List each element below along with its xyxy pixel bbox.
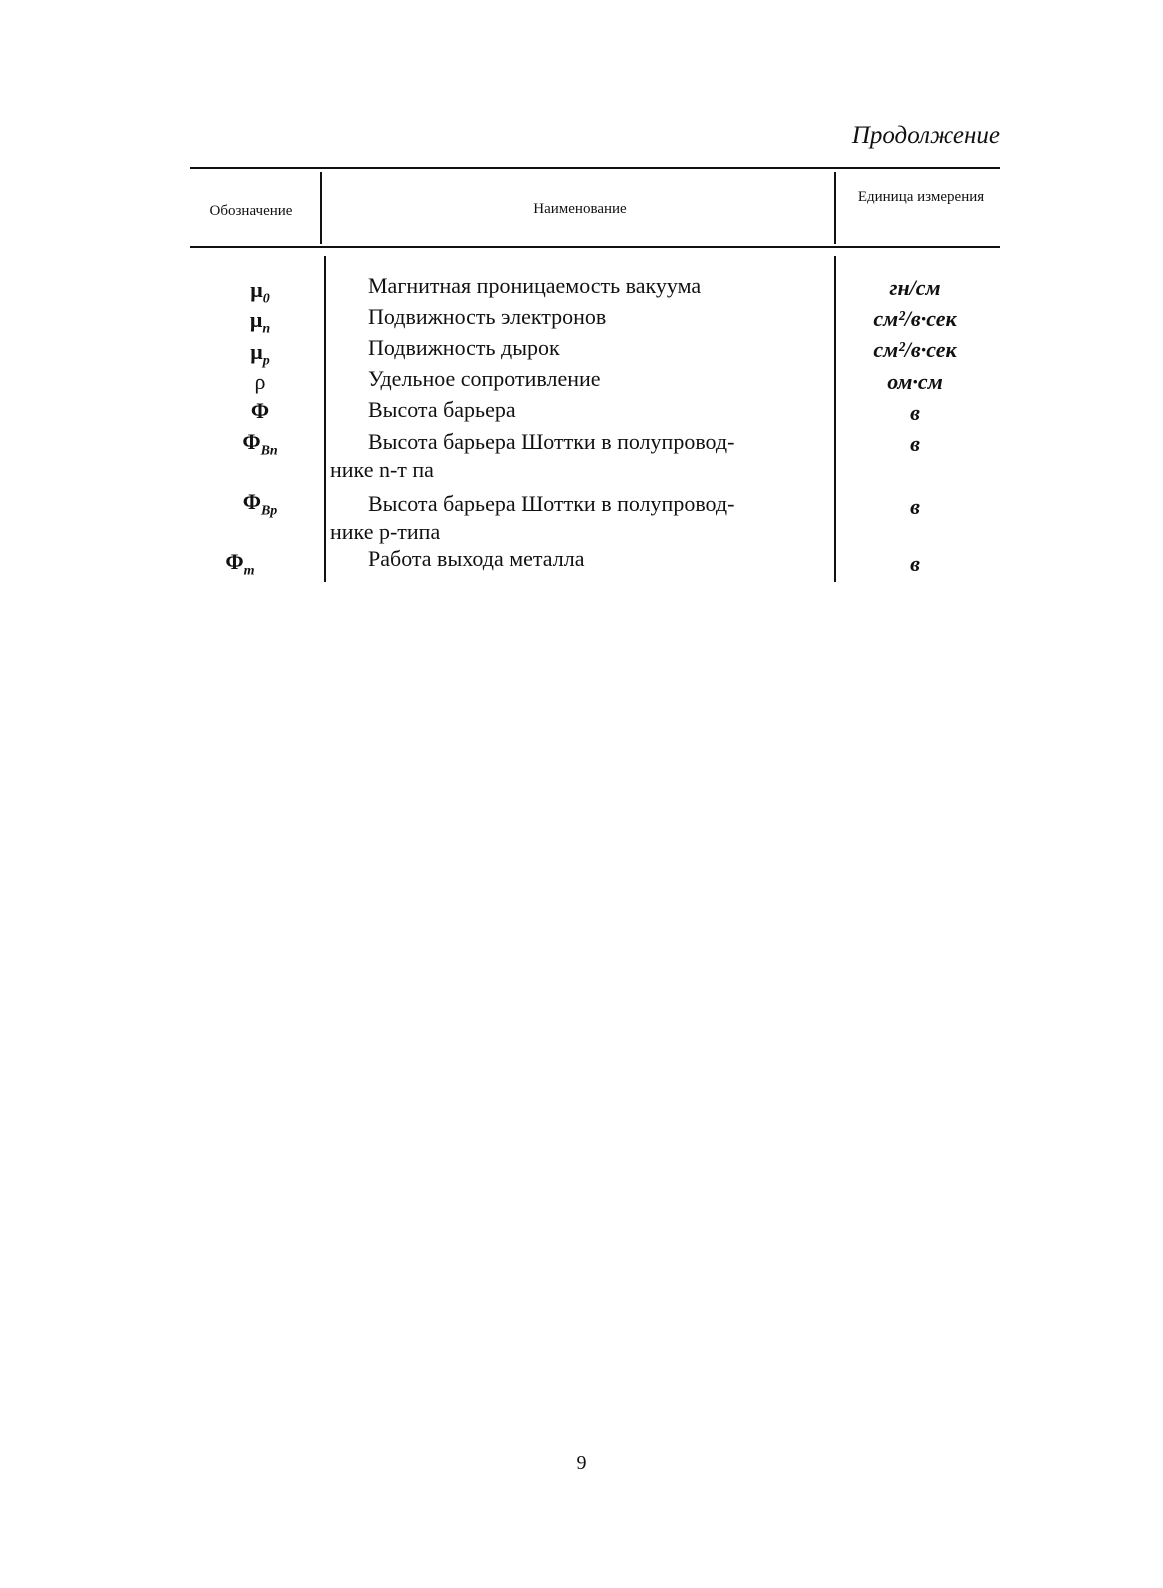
row-symbol: $\Phi_{Bp}$ [242, 489, 278, 519]
row-unit: в [910, 494, 920, 519]
header-symbol: Обозначение [209, 203, 293, 219]
row-symbol: Φ [250, 398, 270, 423]
row-name: Подвижность электронов [368, 304, 607, 329]
header-bottom-rule [190, 246, 1000, 248]
header-divider-1 [320, 172, 322, 244]
header-divider-2 [834, 172, 836, 244]
row-name: Удельное сопротивление [368, 366, 601, 391]
row-unit: в [910, 400, 920, 425]
header-unit: Единица измерения [857, 189, 985, 205]
row-symbol: $\mu_0$ [250, 277, 270, 307]
body-divider-1 [324, 256, 326, 582]
row-unit: в [910, 551, 920, 576]
row-symbol: $\Phi_{Bn}$ [242, 429, 278, 459]
row-name: Подвижность дырок [368, 335, 560, 360]
row-unit: см²/в·сек [873, 337, 957, 362]
row-unit: см²/в·сек [873, 306, 957, 331]
table-top-rule [190, 167, 1000, 169]
row-symbol: ρ [254, 369, 266, 394]
row-name: Работа выхода металла [368, 546, 585, 571]
row-name: Магнитная проницаемость вакуума [368, 273, 702, 298]
row-unit: ом·см [887, 369, 943, 394]
row-symbol: $\Phi_m$ [225, 549, 255, 579]
continuation-label: Продолжение [851, 122, 1000, 149]
row-name: Высота барьера Шоттки в полупровод- нике n-т па [330, 429, 735, 482]
row-unit: в [910, 431, 920, 456]
row-name: Высота барьера Шоттки в полупровод- нике p-типа [330, 491, 735, 544]
page-number: 9 [576, 1452, 587, 1474]
row-symbol: $\mu_n$ [249, 307, 271, 337]
body-divider-2 [834, 256, 836, 582]
row-symbol: $\mu_p$ [250, 339, 270, 369]
row-unit: гн/см [889, 275, 941, 300]
row-name: Высота барьера [368, 397, 516, 422]
header-name: Наименование [533, 201, 627, 217]
